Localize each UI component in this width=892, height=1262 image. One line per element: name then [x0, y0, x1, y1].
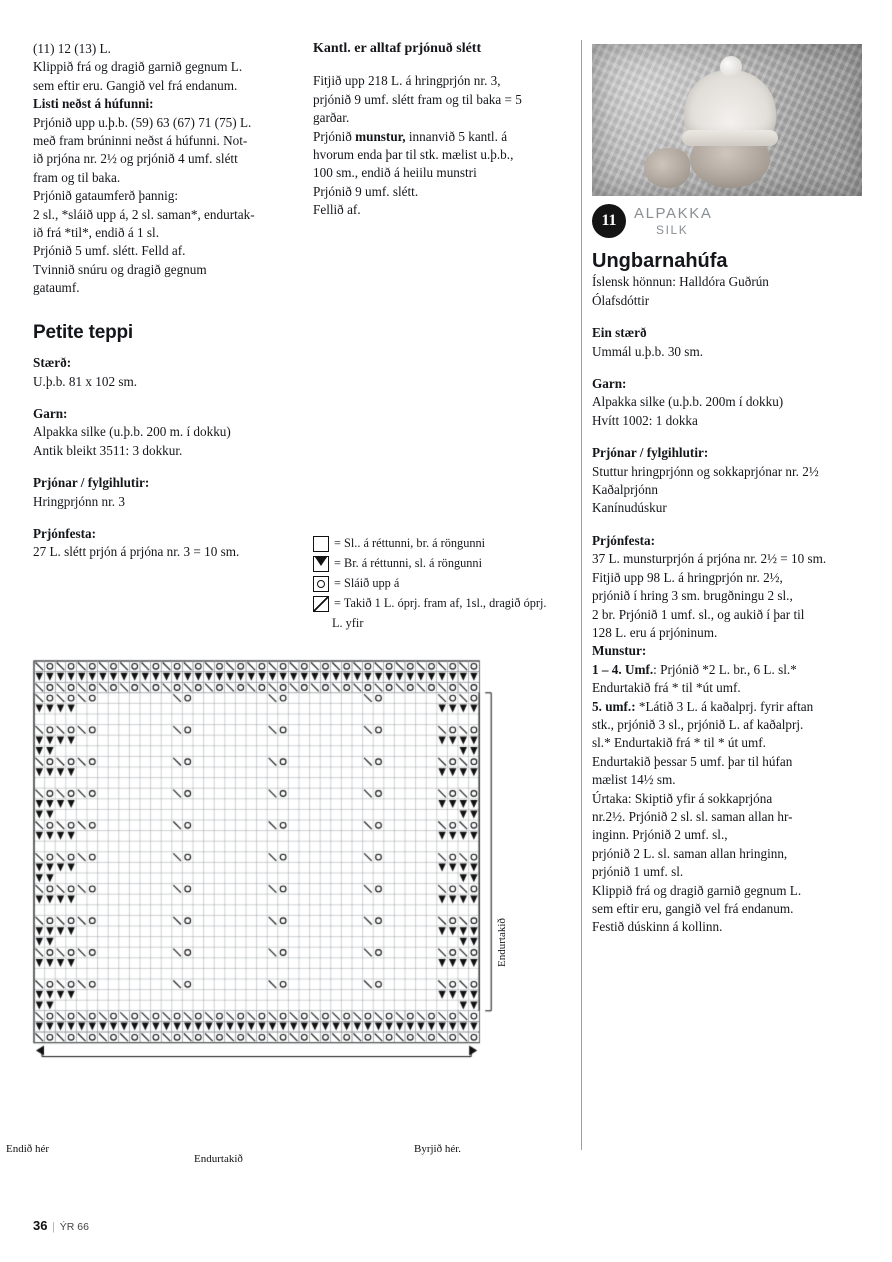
pattern-badge-row: [592, 204, 862, 240]
munstur-bold: munstur,: [355, 128, 406, 144]
c3-prjonar-line-1: Stuttur hringprjónn og sokkaprjónar nr. 2½: [592, 463, 819, 479]
final-line-1: Úrtaka: Skiptið yfir á sokkaprjóna: [592, 790, 773, 806]
legend-item: [313, 594, 578, 613]
chart-label-right: Byrjið hér.: [414, 1143, 462, 1155]
umf-5-line-1: stk., prjónið 3 sl., prjónið L. af kaðalprj.: [592, 716, 804, 732]
prjonfesta-value: 27 L. slétt prjón á prjóna nr. 3 = 10 sm.: [33, 544, 240, 560]
legend-item-cont: [313, 614, 578, 633]
photo-vignette: [592, 44, 862, 196]
umf-5-bold: 5. umf.:: [592, 698, 636, 714]
garn-line-2: Antik bleikt 3511: 3 dokkur.: [33, 442, 183, 458]
garn-label: Garn:: [33, 405, 68, 421]
prjonfesta-block: [33, 525, 298, 562]
size-label: Ein stærð: [592, 325, 647, 341]
column-left: [33, 40, 298, 576]
column2-line-2: prjónið 9 umf. slétt fram og til baka = 5: [313, 91, 522, 107]
listi-heading: Listi neðst á húfunni:: [33, 96, 154, 112]
umf-5-line: [592, 698, 862, 716]
c3-prjonar-label: Prjónar / fylgihlutir:: [592, 445, 709, 461]
final-line-6: Klippið frá og dragið garnið gegnum L.: [592, 882, 802, 898]
brand-line-1: ALPAKKA: [634, 205, 713, 222]
final-line-4: prjónið 2 L. sl. saman allan hringinn,: [592, 845, 788, 861]
c3-prjonfesta-line-4: 2 br. Prjónið 1 umf. sl., og aukið í þar til: [592, 606, 805, 622]
legend-item: [313, 574, 578, 593]
stitch-plain-icon: [313, 536, 329, 552]
designer-line-2: Ólafsdóttir: [592, 292, 650, 308]
brand-line-2: SILK: [656, 223, 689, 237]
listi-line-3: ið prjóna nr. 2½ og prjónið 4 umf. slétt: [33, 151, 238, 167]
c3-garn-line-1: Alpakka silke (u.þ.b. 200m í dokku): [592, 394, 784, 410]
legend-item: [313, 554, 578, 573]
chart-label-bottom: Endurtakið: [194, 1153, 243, 1165]
staerd-block: [33, 354, 298, 391]
umf-5-rest: *Látið 3 L. á kaðalprj. fyrir aftan: [635, 698, 814, 714]
intro-line-1: (11) 12 (13) L.: [33, 41, 111, 56]
column-divider: [581, 40, 582, 1150]
c3-prjonfesta-label: Prjónfesta:: [592, 532, 655, 548]
legend-text: = Br. á réttunni, sl. á röngunni: [334, 556, 482, 570]
column2-line-1: Fitjið upp 218 L. á hringprjón nr. 3,: [313, 73, 501, 89]
legend-item: [313, 534, 578, 553]
column2-line-7: Fellið af.: [313, 202, 361, 218]
column2-munstur-line: [313, 128, 578, 146]
stitch-yarnover-icon: [313, 576, 329, 592]
c3-prjonfesta-line-5: 128 L. eru á prjóninum.: [592, 624, 718, 640]
c3-prjonfesta-line-1: 37 L. munsturprjón á prjóna nr. 2½ = 10 sm.: [592, 551, 827, 567]
size-value: Ummál u.þ.b. 30 sm.: [592, 343, 703, 359]
umf-5-line-4: mælist 14½ sm.: [592, 772, 676, 788]
brand-logo: [634, 206, 712, 238]
munstur-label: Munstur:: [592, 643, 647, 659]
chart-label-left: Endið hér: [6, 1143, 50, 1155]
umf-1-4-rest: : Prjónið *2 L. br., 6 L. sl.*: [653, 661, 797, 677]
product-photo: [592, 44, 862, 196]
munstur-post: innanvið 5 kantl. á: [405, 128, 508, 144]
final-line-8: Festið dúskinn á kollinn.: [592, 919, 723, 935]
legend-text: L. yfir: [332, 616, 364, 630]
legend-text: = Sláið upp á: [334, 576, 400, 590]
pattern-title: Ungbarnahúfa: [592, 250, 728, 272]
umf-1-4-line: [592, 661, 862, 679]
munstur-pre: Prjónið: [313, 128, 356, 144]
prjonfesta-label: Prjónfesta:: [33, 525, 96, 541]
umf-5-line-3: Endurtakið þessar 5 umf. þar til húfan: [592, 753, 793, 769]
c3-prjonar-line-3: Kanínudúskur: [592, 500, 667, 516]
listi-line-4: fram og til baka.: [33, 169, 121, 185]
umf-1-4-line2: Endurtakið frá * til *út umf.: [592, 680, 741, 696]
intro-paragraph: [33, 40, 298, 95]
final-line-2: nr.2½. Prjónið 2 sl. sl. saman allan hr-: [592, 808, 793, 824]
garn-block: [33, 405, 298, 460]
pattern-number-badge: 11: [592, 204, 626, 238]
legend-text: = Takið 1 L. óprj. fram af, 1sl., dragið óprj.: [334, 596, 547, 610]
column2-line-4: hvorum enda þar til stk. mælist u.þ.b.,: [313, 147, 514, 163]
stitch-chart-canvas: [24, 655, 494, 1155]
listi-line-9: Tvinnið snúru og dragið gegnum: [33, 261, 207, 277]
column2-line-6: Prjónið 9 umf. slétt.: [313, 183, 419, 199]
listi-line-10: gataumf.: [33, 280, 80, 296]
column-middle: [313, 40, 578, 220]
intro-line-3: sem eftir eru. Gangið vel frá endanum.: [33, 77, 238, 93]
intro-line-2: Klippið frá og dragið garnið gegnum L.: [33, 59, 243, 75]
c3-prjonar-line-2: Kaðalprjónn: [592, 482, 658, 498]
column2-line-3: garðar.: [313, 110, 350, 126]
c3-garn-label: Garn:: [592, 376, 627, 392]
stitch-purl-icon: [313, 556, 329, 572]
garn-line-1: Alpakka silke (u.þ.b. 200 m. í dokku): [33, 424, 231, 440]
listi-line-2: með fram brúninni neðst á húfunni. Not-: [33, 133, 248, 149]
column2-line-5: 100 sm., endið á heiilu munstri: [313, 165, 477, 181]
footer-separator: |: [52, 1221, 55, 1233]
listi-line-1: Prjónið upp u.þ.b. (59) 63 (67) 71 (75) L.: [33, 114, 252, 130]
prjonar-label: Prjónar / fylgihlutir:: [33, 475, 150, 491]
prjonar-value: Hringprjónn nr. 3: [33, 493, 125, 509]
stitch-chart: [6, 655, 508, 1175]
c3-garn-line-2: Hvítt 1002: 1 dokka: [592, 412, 698, 428]
staerd-label: Stærð:: [33, 355, 72, 371]
chart-legend: [313, 534, 578, 634]
column-right: [592, 252, 862, 937]
final-line-3: inginn. Prjónið 2 umf. sl.,: [592, 827, 728, 843]
listi-line-8: Prjónið 5 umf. slétt. Felld af.: [33, 243, 186, 259]
section-title-petite-teppi: Petite teppi: [33, 321, 134, 343]
c3-prjonfesta-line-2: Fitjið upp 98 L. á hringprjón nr. 2½,: [592, 569, 783, 585]
final-line-7: sem eftir eru, gangið vel frá endanum.: [592, 901, 794, 916]
final-line-5: prjónið 1 umf. sl.: [592, 864, 684, 880]
page-footer: [33, 1218, 89, 1233]
page-number: 36: [33, 1218, 48, 1233]
c3-prjonfesta-line-3: prjónið í hring 3 sm. brugðningu 2 sl.,: [592, 588, 793, 604]
publication-name: ÝR 66: [59, 1221, 89, 1233]
listi-block: [33, 95, 298, 297]
designer-line-1: Íslensk hönnun: Halldóra Guðrún: [592, 274, 769, 290]
column2-heading: Kantl. er alltaf prjónuð slétt: [313, 41, 482, 56]
prjonar-block: [33, 474, 298, 511]
legend-text: = Sl.. á réttunni, br. á röngunni: [334, 536, 486, 550]
chart-label-side: Endurtakið: [496, 918, 508, 967]
stitch-decrease-icon: [313, 596, 329, 612]
umf-5-line-2: sl.* Endurtakið frá * til * út umf.: [592, 735, 766, 751]
umf-1-4-bold: 1 – 4. Umf.: [592, 661, 654, 677]
staerd-value: U.þ.b. 81 x 102 sm.: [33, 373, 138, 389]
listi-line-5: Prjónið gataumferð þannig:: [33, 188, 179, 204]
listi-line-6: 2 sl., *sláið upp á, 2 sl. saman*, endurtak-: [33, 206, 255, 222]
listi-line-7: ið frá *til*, endið á 1 sl.: [33, 225, 159, 241]
